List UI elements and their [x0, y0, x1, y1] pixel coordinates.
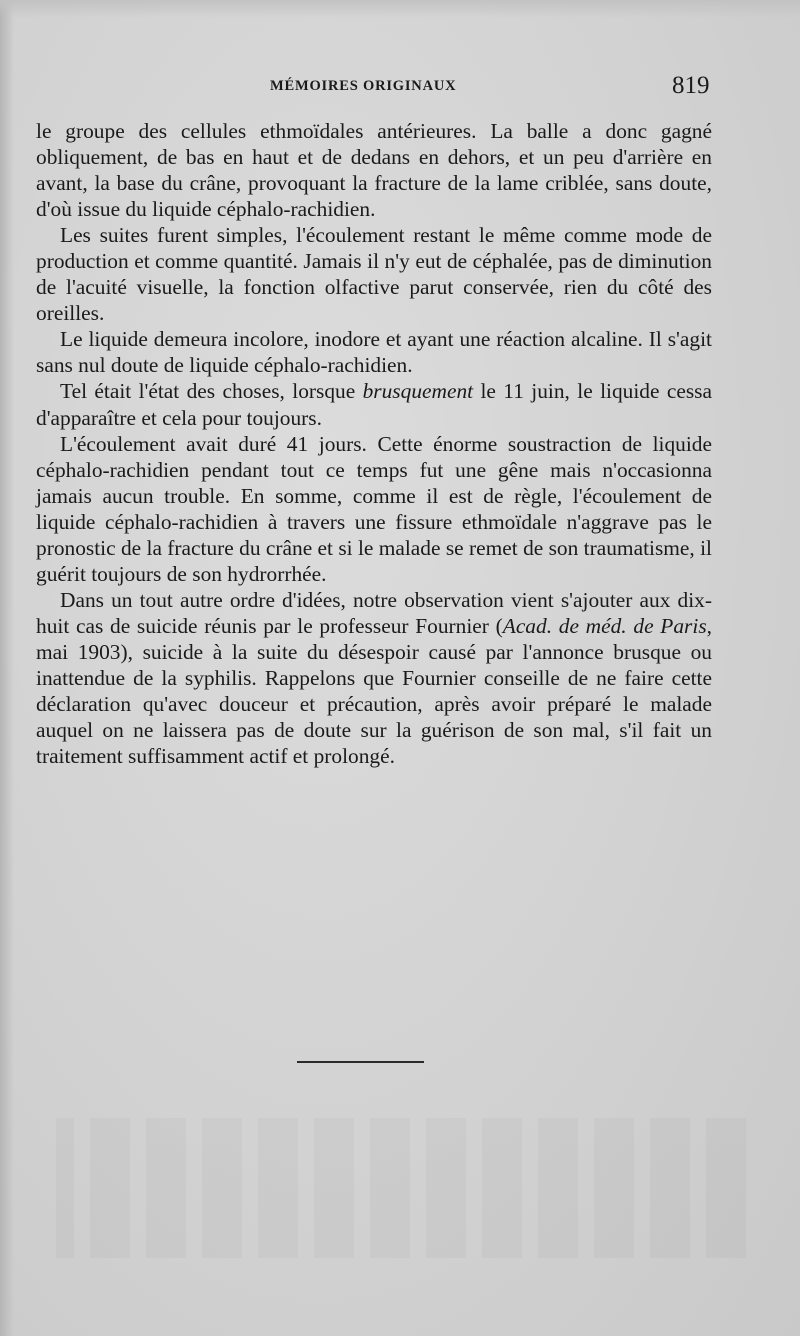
paragraph-text: le groupe des cellules ethmoïdales antérieures. La balle a donc gagné obliquement, de bas en haut et de dedans en dehors, et un peu d'arrière en avant, la base du crâne, provoquant la fracture de la lame criblée, sans doute, d'où issue du liquide céphalo-rachidien. — [36, 119, 712, 222]
body-text — [36, 118, 712, 769]
show-through-text — [56, 1108, 746, 1258]
page-number: 819 — [672, 72, 710, 99]
page-header — [0, 72, 800, 108]
end-rule — [297, 1061, 424, 1063]
paragraph-text: le 11 juin, le liquide cessa d'apparaître et cela pour toujours. — [36, 379, 712, 430]
paragraph — [36, 431, 712, 587]
italic-text: brusquement — [362, 379, 474, 404]
paragraph — [36, 118, 712, 222]
italic-text: Acad. de méd. de Paris — [502, 613, 707, 638]
paragraph — [36, 222, 712, 326]
top-edge-shadow — [0, 0, 800, 18]
paragraph — [36, 587, 712, 769]
paragraph-text: Dans un tout autre ordre d'idées, notre observation vient s'ajouter aux dix-huit cas de suicide réunis par le professeur Fournier ( — [36, 587, 712, 638]
paragraph-text: Les suites furent simples, l'écoulement restant le même comme mode de production et comme quantité. Jamais il n'y eut de céphalée, pas de diminution de l'acuité visuelle, la fonction olfactive parut conservée, rien du côté des oreilles. — [36, 223, 712, 326]
paragraph-text: Tel était l'état des choses, lorsque — [60, 379, 363, 404]
paragraph-text: , mai 1903), suicide à la suite du désespoir causé par l'annonce brusque ou inattendue de la syphilis. Rappelons que Fournier conseille de ne faire cette déclaration qu'avec douceur et précaution, après avoir préparé le malade auquel on ne laissera pas de doute sur la guérison de son mal, s'il fait un traitement suffisamment actif et prolongé. — [36, 613, 712, 769]
paragraph-text: L'écoulement avait duré 41 jours. Cette énorme soustraction de liquide céphalo-rachidien pendant tout ce temps fut une gêne mais n'occasionna jamais aucun trouble. En somme, comme il est de règle, l'écoulement de liquide céphalo-rachidien à travers une fissure ethmoïdale n'aggrave pas le pronostic de la fracture du crâne et si le malade se remet de son traumatisme, il guérit toujours de son hydrorrhée. — [36, 431, 712, 586]
paragraph — [36, 378, 712, 430]
binding-shadow — [0, 0, 14, 1336]
paragraph-text: Le liquide demeura incolore, inodore et ayant une réaction alcaline. Il s'agit sans nul doute de liquide céphalo-rachidien. — [36, 327, 712, 378]
paragraph — [36, 326, 712, 378]
running-title: MÉMOIRES ORIGINAUX — [270, 78, 457, 94]
